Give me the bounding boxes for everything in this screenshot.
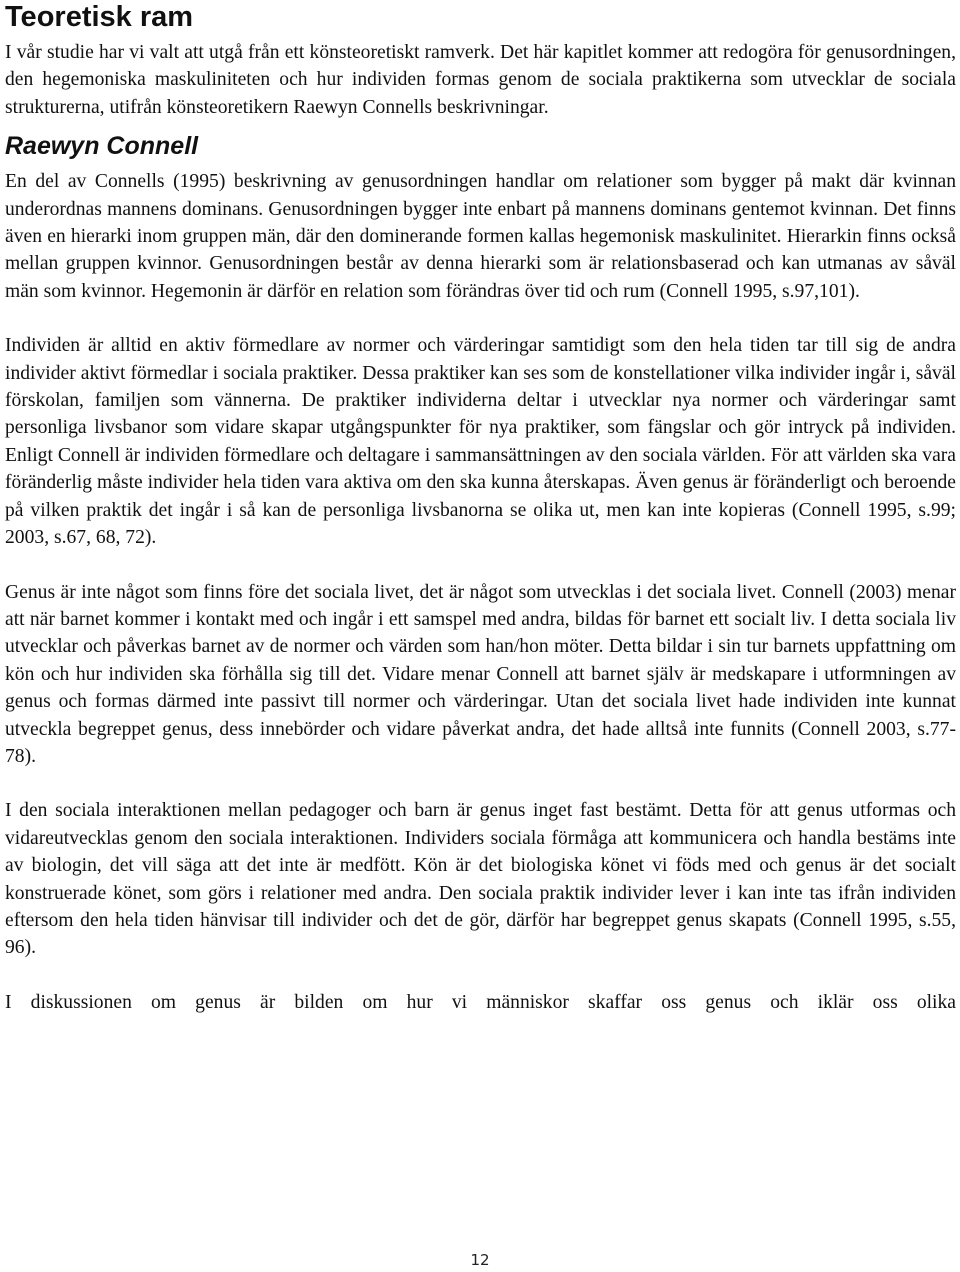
body-paragraph-genusordningen: En del av Connells (1995) beskrivning av genusordningen handlar om relationer som bygger på makt där kvinnan underordnas mannens dominans. Genusordningen bygger inte enbart på mannens dominans gentemot kvinnan. Det finns även en hierarki inom gruppen män, där den dominerande formen kallas hegemonisk maskulinitet. Hierarkin finns också mellan gruppen kvinnor. Genusordningen består av denna hierarki som är relationsbaserad och kan utmanas av såväl män som kvinnor. Hegemonin är därför en relation som förändras över tid och rum (Connell 1995, s.97,101).: [5, 171, 956, 302]
body-paragraph-interaktion: I den sociala interaktionen mellan pedagoger och barn är genus inget fast bestämt. Detta för att genus utformas och vidareutvecklas genom den sociala interaktionen. Individers sociala förmåga att kommunicera och handla bestäms inte av biologin, det vill säga att det inte är medfött. Kön är det biologiska könet vi föds med och genus är det socialt konstruerade könet, som görs i relationer med andra. Den sociala praktik individer lever i kan inte tas ifrån individen eftersom den hela tiden hänvisar till individer och det de gör, därför har begreppet genus skapats (Connell 1995, s.55, 96).: [5, 800, 956, 959]
body-paragraph-genus: Genus är inte något som finns före det sociala livet, det är något som utvecklas i det sociala livet. Connell (2003) menar att när barnet kommer i kontakt med och ingår i ett samspel med andra, bildas för barnet ett socialt liv. I detta sociala liv utvecklar och påverkas barnet av de normer och värden som han/hon möter. Detta bildar i sin tur barnets uppfattning om kön och hur individen ska förhålla sig till det. Vidare menar Connell att barnet själv är medskapare i utformningen av genus och formas därmed inte passivt till normer och värderingar. Utan det sociala livet hade individen inte kunnat utveckla begreppet genus, dess innebörder och vidare påverkat andra, det hade alltså inte funnits (Connell 2003, s.77-78).: [5, 581, 956, 767]
document-page: [5, 0, 956, 1016]
page-title: Teoretisk ram: [5, 1, 194, 33]
section-heading: Raewyn Connell: [5, 132, 199, 161]
intro-paragraph: I vår studie har vi valt att utgå från ett könsteoretiskt ramverk. Det här kapitlet kommer att redogöra för genusordningen, den hegemoniska maskuliniteten och hur individen formas genom de sociala praktikerna som utvecklar de sociala strukturerna, utifrån könsteoretikern Raewyn Connells beskrivningar.: [5, 42, 956, 118]
body-paragraph-individen: Individen är alltid en aktiv förmedlare av normer och värderingar samtidigt som den hela tiden tar till sig de andra individer aktivt förmedlar i sociala praktiker. Dessa praktiker kan ses som de konstellationer vilka individer ingår i, såväl förskolan, familjen som vännerna. De praktiker individerna deltar i utvecklar nya normer och värderingar samt personliga livsbanor som vidare skapar utgångspunkter för nya praktiker, som fängslar och gör intryck på individen. Enligt Connell är individen förmedlare och deltagare i sammansättningen av den sociala världen. För att världen ska vara föränderlig måste individer hela tiden vara aktiva om den ska kunna återskapas. Även genus är föränderligt och beroende på vilken praktik det ingår i så kan de personliga livsbanorna se olika ut, men kan inte kopieras (Connell 1995, s.99; 2003, s.67, 68, 72).: [5, 335, 956, 549]
page-number: 12: [470, 1251, 490, 1269]
body-paragraph-diskussion: I diskussionen om genus är bilden om hur vi människor skaffar oss genus och iklär oss olika: [5, 991, 956, 1013]
